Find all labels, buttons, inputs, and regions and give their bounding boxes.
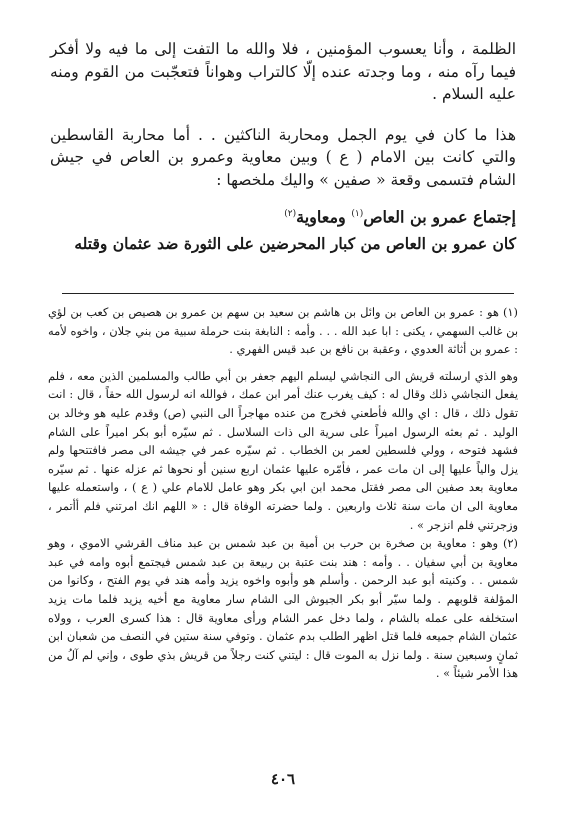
- footnote-divider: [62, 293, 514, 294]
- footnote-2-body: (٢) وهو : معاوية بن صخرة بن حرب بن أمية بن عبد شمس بن عبد مناف القرشي الاموي ، وهو معاوية بن أبي سفيان . . وأمه : هند بنت عتبة بن ربيعة بن عبد شمس فيجتمع أبوه وامه في عبد شمس . . وكنيته أبو عبد الرحمن . وأسلم هو وأبوه واخوه يزيد وأمه هند في يوم الفتح ، وكانوا من المؤلفة قلوبهم . ولما سيّر أبو بكر الجيوش الى الشام سار معاوية مع أخيه يزيد فلما مات يزيد استخلفه على عمله بالشام ، ولما دخل عمر الشام ورأى معاوية قال : هذا كسرى العرب ، وولاه عثمان الشام جميعه فلما قتل اظهر الطلب بدم عثمان . وتوفي سنة ستين في النصف من شعبان ابن ثمانٍ وسبعين سنة . ولما نزل به الموت قال : ليتني كنت رجلاً من قريش بذي طوى ، وإني لم آلُ من هذا الأمر شيئاً » .: [48, 536, 518, 681]
- heading-text-2: ومعاوية: [296, 207, 352, 227]
- main-text: [50, 38, 516, 256]
- paragraph-1: الظلمة ، وأنا يعسوب المؤمنين ، فلا والله ما التفت إلى ما فيه ولا أفكر فيما رآه منه ، وما وجدته عنده إلّا كالتراب وهواناً فتعجّبت من القوم ومنه عليه السلام .: [50, 40, 516, 103]
- heading-text-1: إجتماع عمرو بن العاص: [363, 207, 516, 227]
- lead-sentence: كان عمرو بن العاص من كبار المحرضين على الثورة ضد عثمان وقتله: [74, 234, 516, 254]
- footnote-ref-1: (١): [351, 209, 364, 219]
- paragraph-2: هذا ما كان في يوم الجمل ومحاربة الناكثين . . أما محاربة القاسطين والتي كانت بين الامام ( ع ) وبين معاوية وعمرو بن العاص في جيش الشام فتسمى وقعة « صفين » واليك ملخصها :: [50, 125, 516, 189]
- footnote-ref-2: (٢): [284, 209, 297, 219]
- section-heading: [50, 202, 516, 229]
- footnotes: [48, 303, 518, 683]
- page-number: ٤٠٦: [270, 770, 296, 788]
- footnote-1-body: وهو الذي ارسلته قريش الى النجاشي ليسلم اليهم جعفر بن أبي طالب والمسلمين الذين معه ، فلم يفعل النجاشي ذلك وقال له : كيف يغرب عنك أمر ابن عمك ، فوالله انه لرسول الله حقاً ، قال : انت تقول ذلك ، قال : اي والله فأطعني فخرج من عنده مهاجراً الى النبي (ص) وقدم عليه هو وخالد بن الوليد . ثم بعثه الرسول اميراً على سرية الى ذات السلاسل . ثم سيّره أبو بكر اميراً على الشام فشهد فتوحه ، وولي فلسطين لعمر بن الخطاب . ثم سيّره عمر في جيشه الى مصر فافتتحها ولم يزل والياً عليها إلى ان مات عمر ، فأمّره عليها عثمان اربع سنين أو نحوها ثم عزله عنها . ثم سيّره معاوية بعد صفين الى مصر فقتل محمد ابن ابي بكر وهو عامل للامام علي ( ع ) ، واستعمله عليها معاوية الى ان مات سنة ثلاث واربعين . ولما حضرته الوفاة قال : « اللهم انك امرتني فلم أأتمر ، وزجرتني فلم انزجر » .: [48, 368, 518, 532]
- footnote-1-intro: (١) هو : عمرو بن العاص بن وائل بن هاشم بن سعيد بن سهم بن عمرو بن هصيص بن كعب بن لؤي بن غالب السهمي ، يكنى : ابا عبد الله . . . وأمه : النابغة بنت حرملة سبية من بني جلان ، واخوه لأمه : عمرو بن أثاثة العدوي ، وعقبة بن نافع بن عبد قيس الفهري .: [48, 305, 518, 357]
